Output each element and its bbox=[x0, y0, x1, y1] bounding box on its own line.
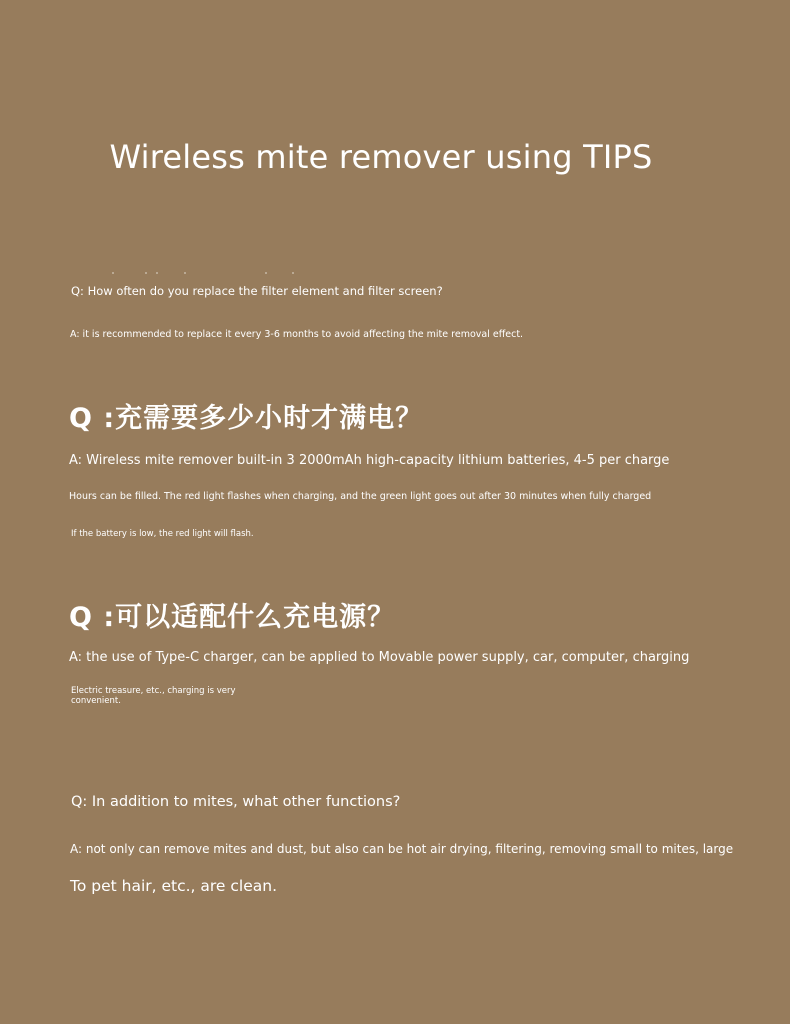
decorative-dots bbox=[112, 272, 302, 276]
answer-other-functions-line2: To pet hair, etc., are clean. bbox=[70, 877, 278, 895]
answer-power-source-line1: A: the use of Type-C charger, can be applied to Movable power supply, car, computer, charging bbox=[69, 650, 690, 665]
answer-other-functions-line1: A: not only can remove mites and dust, but also can be hot air drying, filtering, removing small to mites, large bbox=[70, 842, 734, 856]
question-filter-replacement: Q: How often do you replace the filter element and filter screen? bbox=[71, 284, 443, 298]
answer-charging-time-line3: If the battery is low, the red light will flash. bbox=[71, 529, 254, 539]
question-charging-time-heading: Q :充需要多少小时才满电？ bbox=[69, 403, 424, 434]
answer-power-source-line2: Electric treasure, etc., charging is very convenient. bbox=[71, 686, 236, 706]
answer-charging-time-line2: Hours can be filled. The red light flashes when charging, and the green light goes out after 30 minutes when fully charged bbox=[69, 491, 652, 502]
page-title: Wireless mite remover using TIPS bbox=[109, 138, 653, 176]
question-other-functions: Q: In addition to mites, what other functions? bbox=[71, 794, 401, 810]
answer-filter-replacement: A: it is recommended to replace it every 3-6 months to avoid affecting the mite removal effect. bbox=[70, 329, 524, 340]
question-power-source-heading: Q :可以适配什么充电源？ bbox=[69, 602, 396, 633]
answer-charging-time-line1: A: Wireless mite remover built-in 3 2000mAh high-capacity lithium batteries, 4-5 per charge bbox=[69, 453, 670, 468]
